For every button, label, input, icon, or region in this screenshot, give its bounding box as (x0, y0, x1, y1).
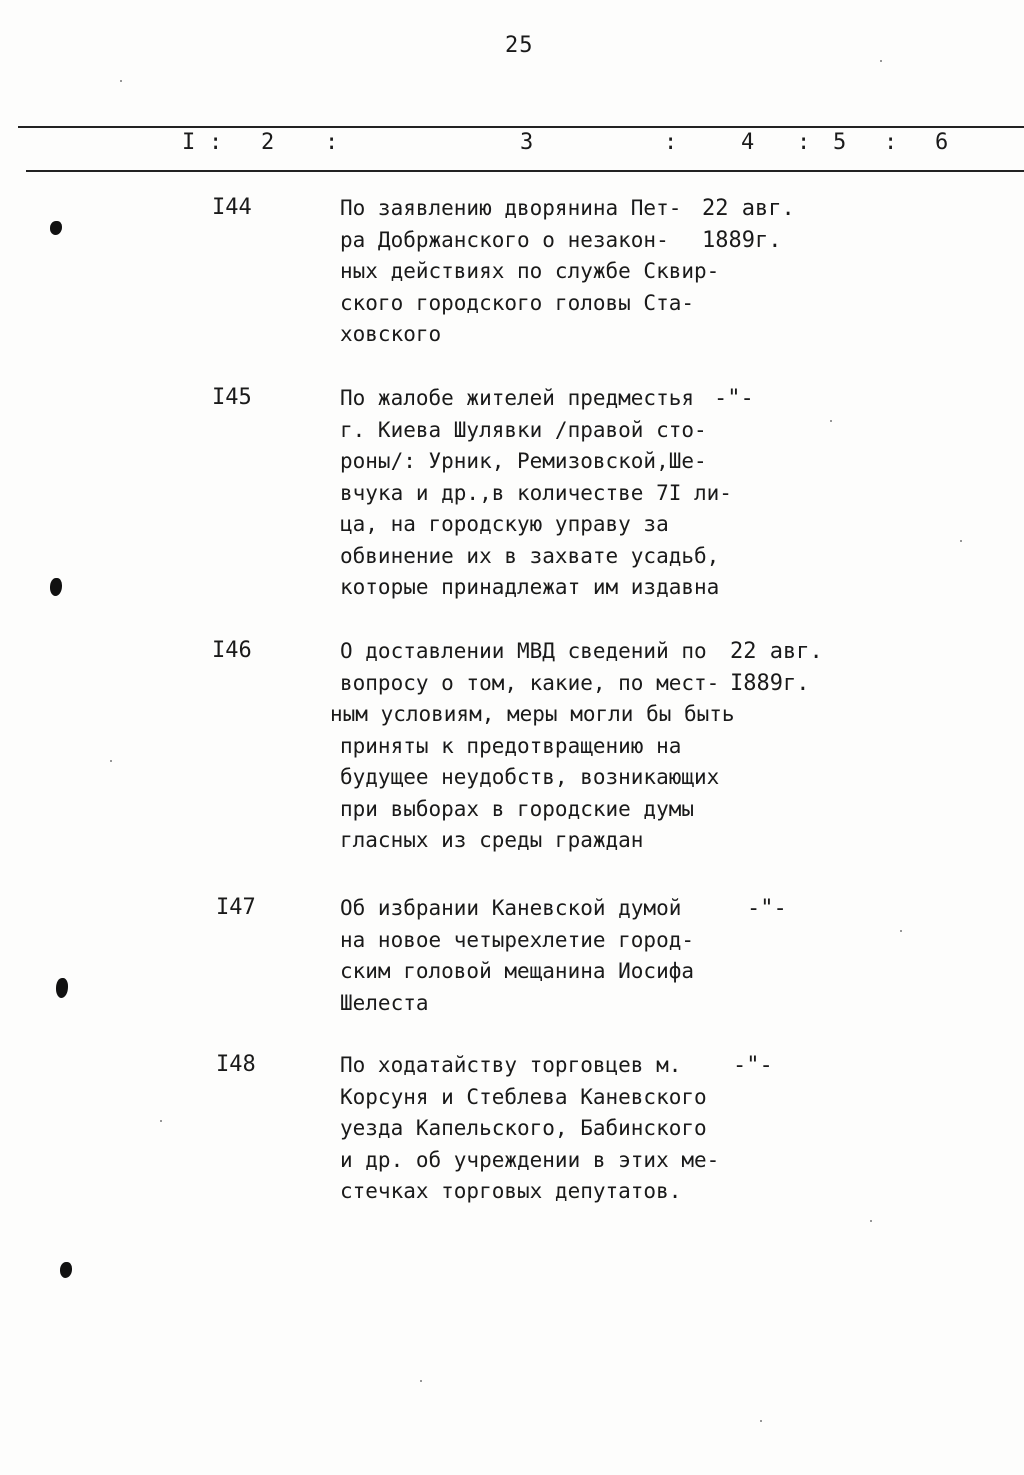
record-title-line: будущее неудобств, возникающих (340, 765, 720, 789)
header-col-5: 5 (833, 130, 847, 155)
record-date (730, 636, 823, 699)
record-title-line: По заявлению дворянина Пет- (340, 196, 682, 220)
record-date (733, 1050, 773, 1082)
record-title (340, 1050, 740, 1208)
header-sep-2: : (325, 130, 339, 155)
record-title-line: ных действиях по службе Сквир- (340, 259, 720, 283)
record-title-line: По жалобе жителей предместья (340, 386, 695, 410)
record-title-line: ра Добржанского о незакон- (340, 227, 669, 252)
scan-speck (870, 1220, 872, 1222)
punch-hole-blot (50, 221, 62, 235)
record-title-line: и др. об учреждении в этих ме- (340, 1147, 720, 1172)
record-title-line: обвинение их в захвате усадьб, (340, 543, 720, 568)
record-title-line: при выборах в городские думы (340, 796, 695, 821)
header-col-6: 6 (935, 130, 949, 155)
header-col-1: I (182, 130, 196, 155)
scan-speck (960, 540, 962, 542)
record-date-line: -"- (733, 1053, 773, 1078)
record-title-line: ского городского головы Ста- (340, 290, 695, 315)
record-number: I48 (216, 1052, 256, 1077)
record-title-line: По ходатайству торговцев м. (340, 1053, 682, 1077)
record-title-line: стечках торговых депутатов. (340, 1179, 682, 1203)
scan-speck (110, 760, 112, 762)
scan-speck (420, 1380, 422, 1382)
header-col-3: 3 (520, 130, 534, 155)
record-title-line: ховского (340, 322, 442, 346)
punch-hole-blot (56, 978, 68, 998)
record-title-line: вопросу о том, какие, по мест- (340, 670, 720, 695)
record-date-line: 22 авг. (730, 639, 823, 664)
record-title (340, 383, 740, 604)
record-date (714, 383, 754, 415)
record-title-line: приняты к предотвращению на (340, 733, 682, 758)
table-top-rule (18, 126, 1024, 128)
scan-speck (760, 1420, 762, 1422)
record-title (340, 893, 740, 1019)
record-title (340, 193, 740, 351)
punch-hole-blot (60, 1262, 72, 1278)
record-title-line: г. Киева Шулявки /правой сто- (340, 417, 707, 442)
record-title-line: ца, на городскую управу за (340, 512, 669, 536)
record-number: I45 (212, 385, 252, 410)
record-title-line: вчука и др.,в количестве 7I ли- (340, 480, 732, 505)
header-sep-1: : (209, 130, 223, 155)
record-date (702, 193, 795, 256)
record-date (747, 893, 787, 925)
header-col-4: 4 (741, 130, 755, 155)
record-number: I46 (212, 638, 252, 663)
page-number: 25 (505, 33, 534, 58)
scan-speck (880, 60, 882, 62)
record-title-line: которые принадлежат им издавна (340, 575, 720, 599)
record-date-line: -"- (747, 896, 787, 921)
record-title-line: уезда Капельского, Бабинского (340, 1116, 707, 1140)
record-number: I44 (212, 195, 252, 220)
record-date-line: 1889г. (702, 227, 782, 253)
table-header-bottom-rule (26, 170, 1024, 172)
record-title-line: на новое четырехлетие город- (340, 927, 695, 952)
record-title-line: Корсуня и Стеблева Каневского (340, 1084, 707, 1109)
record-title (330, 636, 740, 857)
header-sep-5: : (884, 130, 898, 155)
record-title-line: ским головой мещанина Иосифа (340, 959, 695, 983)
record-number: I47 (216, 895, 256, 920)
scan-speck (160, 1120, 162, 1122)
record-title-line: О доставлении МВД сведений по (340, 639, 707, 663)
header-sep-3: : (664, 130, 678, 155)
record-title-line: роны/: Урник, Ремизовской,Ше- (340, 449, 707, 473)
scan-speck (120, 80, 122, 82)
header-sep-4: : (797, 130, 811, 155)
record-title-line: Об избрании Каневской думой (340, 896, 682, 920)
record-title-line: ным условиям, меры могли бы быть (330, 702, 735, 726)
record-title-line: Шелеста (340, 990, 429, 1015)
record-date-line: I889г. (730, 670, 810, 696)
record-title-line: гласных из среды граждан (340, 828, 644, 852)
punch-hole-blot (50, 578, 62, 596)
record-date-line: -"- (714, 386, 754, 411)
header-col-2: 2 (261, 130, 275, 155)
scan-speck (830, 420, 832, 422)
scan-speck (900, 930, 902, 932)
record-date-line: 22 авг. (702, 196, 795, 221)
